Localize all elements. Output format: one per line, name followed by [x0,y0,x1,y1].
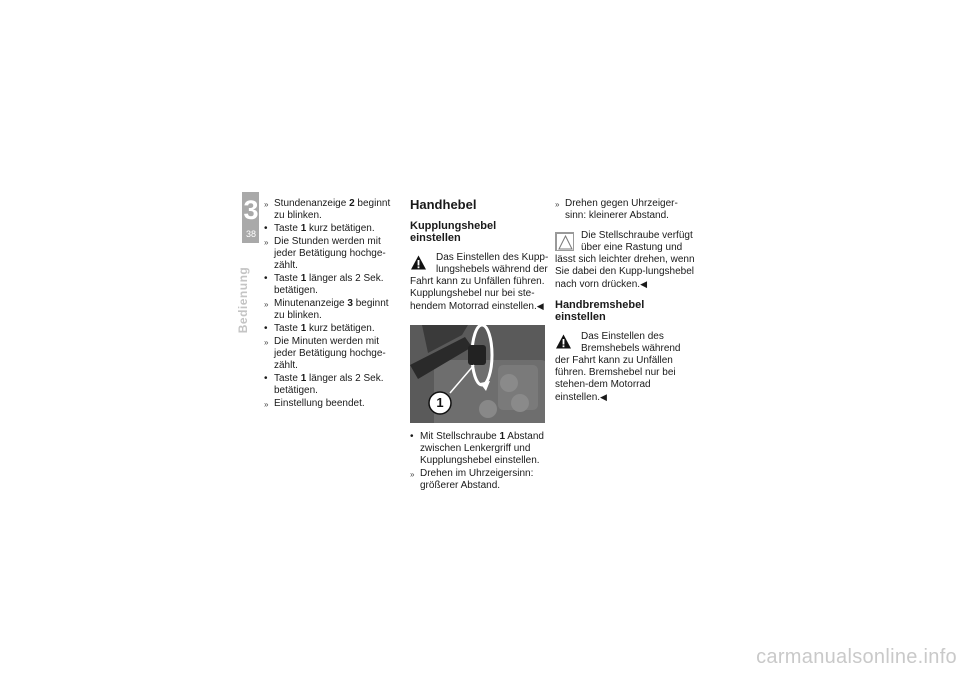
result-arrow-icon: » [555,200,560,209]
warning-brake-text: der Fahrt kann zu Unfällen führen. Bremshebel nur bei stehen-dem Motorrad einstellen.◀ [555,355,676,403]
result-arrow-icon: » [410,470,415,479]
result-arrow-icon: » [264,200,269,209]
subheading-kupplungshebel: Kupplungshebel einstellen [410,220,497,244]
note-triangle-icon [555,232,574,251]
warning-clutch [410,252,550,313]
subheading-handbremshebel: Handbremshebel einstellen [555,299,645,323]
warning-brake-line1: Das Einstellen des [581,331,664,342]
clutch-lever-photo [410,325,545,423]
warning-triangle-icon [555,333,572,350]
result-arrow-icon: » [264,300,269,309]
result-item: » Stundenanzeige 2 beginnt zu blinken. [264,198,391,221]
end-mark-icon: ◀ [640,279,647,289]
result-arrow-icon: » [264,400,269,409]
result-arrow-icon: » [264,238,269,247]
result-item: » Minutenanzeige 3 beginnt zu blinken. [264,298,389,321]
note-block [555,230,695,291]
bullet-icon: • [264,323,268,334]
result-item: » Die Minuten werden mit jeder Betätigung hochge-zählt. [264,336,386,371]
column-1 [264,198,400,411]
note-line2: über eine Rastung und [581,242,683,253]
result-item: » Drehen im Uhrzeigersinn: größerer Abstand. [410,468,534,491]
end-mark-icon: ◀ [600,392,607,402]
warning-clutch-text: Fahrt kann zu Unfällen führen. Kupplungshebel nur bei ste-hendem Motorrad einstellen.◀ [410,276,545,312]
heading-handhebel: Handhebel [410,197,477,212]
step-item: • Mit Stellschraube 1 Abstand zwischen Lenkergriff und Kupplungshebel einstellen. [410,431,544,466]
step-item: • Taste 1 kurz betätigen. [264,323,375,334]
result-item: » Drehen gegen Uhrzeiger-sinn: kleinerer Abstand. [555,198,678,221]
result-item: » Einstellung beendet. [264,398,365,409]
column-3 [555,198,695,406]
warning-brake-line2: Bremshebels während [581,343,681,354]
result-item: » Die Stunden werden mit jeder Betätigung hochge-zählt. [264,236,386,271]
warning-clutch-line2: lungshebels während der [436,264,548,275]
warning-clutch-line1: Das Einstellen des Kupp- [436,252,549,263]
note-text: lässt sich leichter drehen, wenn Sie dabei den Kupp-lungshebel nach vorn drücken.◀ [555,254,695,290]
warning-triangle-icon [410,254,427,271]
clutch-lever-image [410,325,545,423]
note-line1: Die Stellschraube verfügt [581,230,693,241]
bullet-icon: • [264,223,268,234]
bullet-icon: • [264,373,268,384]
photo-callout-label: 1 [436,395,444,410]
step-item: • Taste 1 länger als 2 Sek. betätigen. [264,273,384,296]
section-label: Bedienung [236,266,250,334]
step-item: • Taste 1 kurz betätigen. [264,223,375,234]
bullet-icon: • [264,273,268,284]
clutch-steps [410,431,550,492]
warning-brake [555,331,695,404]
watermark: carmanualsonline.info [756,646,957,668]
column-2 [410,198,550,493]
end-mark-icon: ◀ [536,301,544,311]
step-item: • Taste 1 länger als 2 Sek. betätigen. [264,373,384,396]
bullet-icon: • [410,431,414,442]
page-number: 38 [245,229,256,239]
result-arrow-icon: » [264,338,269,347]
chapter-number: 3 [243,195,259,225]
